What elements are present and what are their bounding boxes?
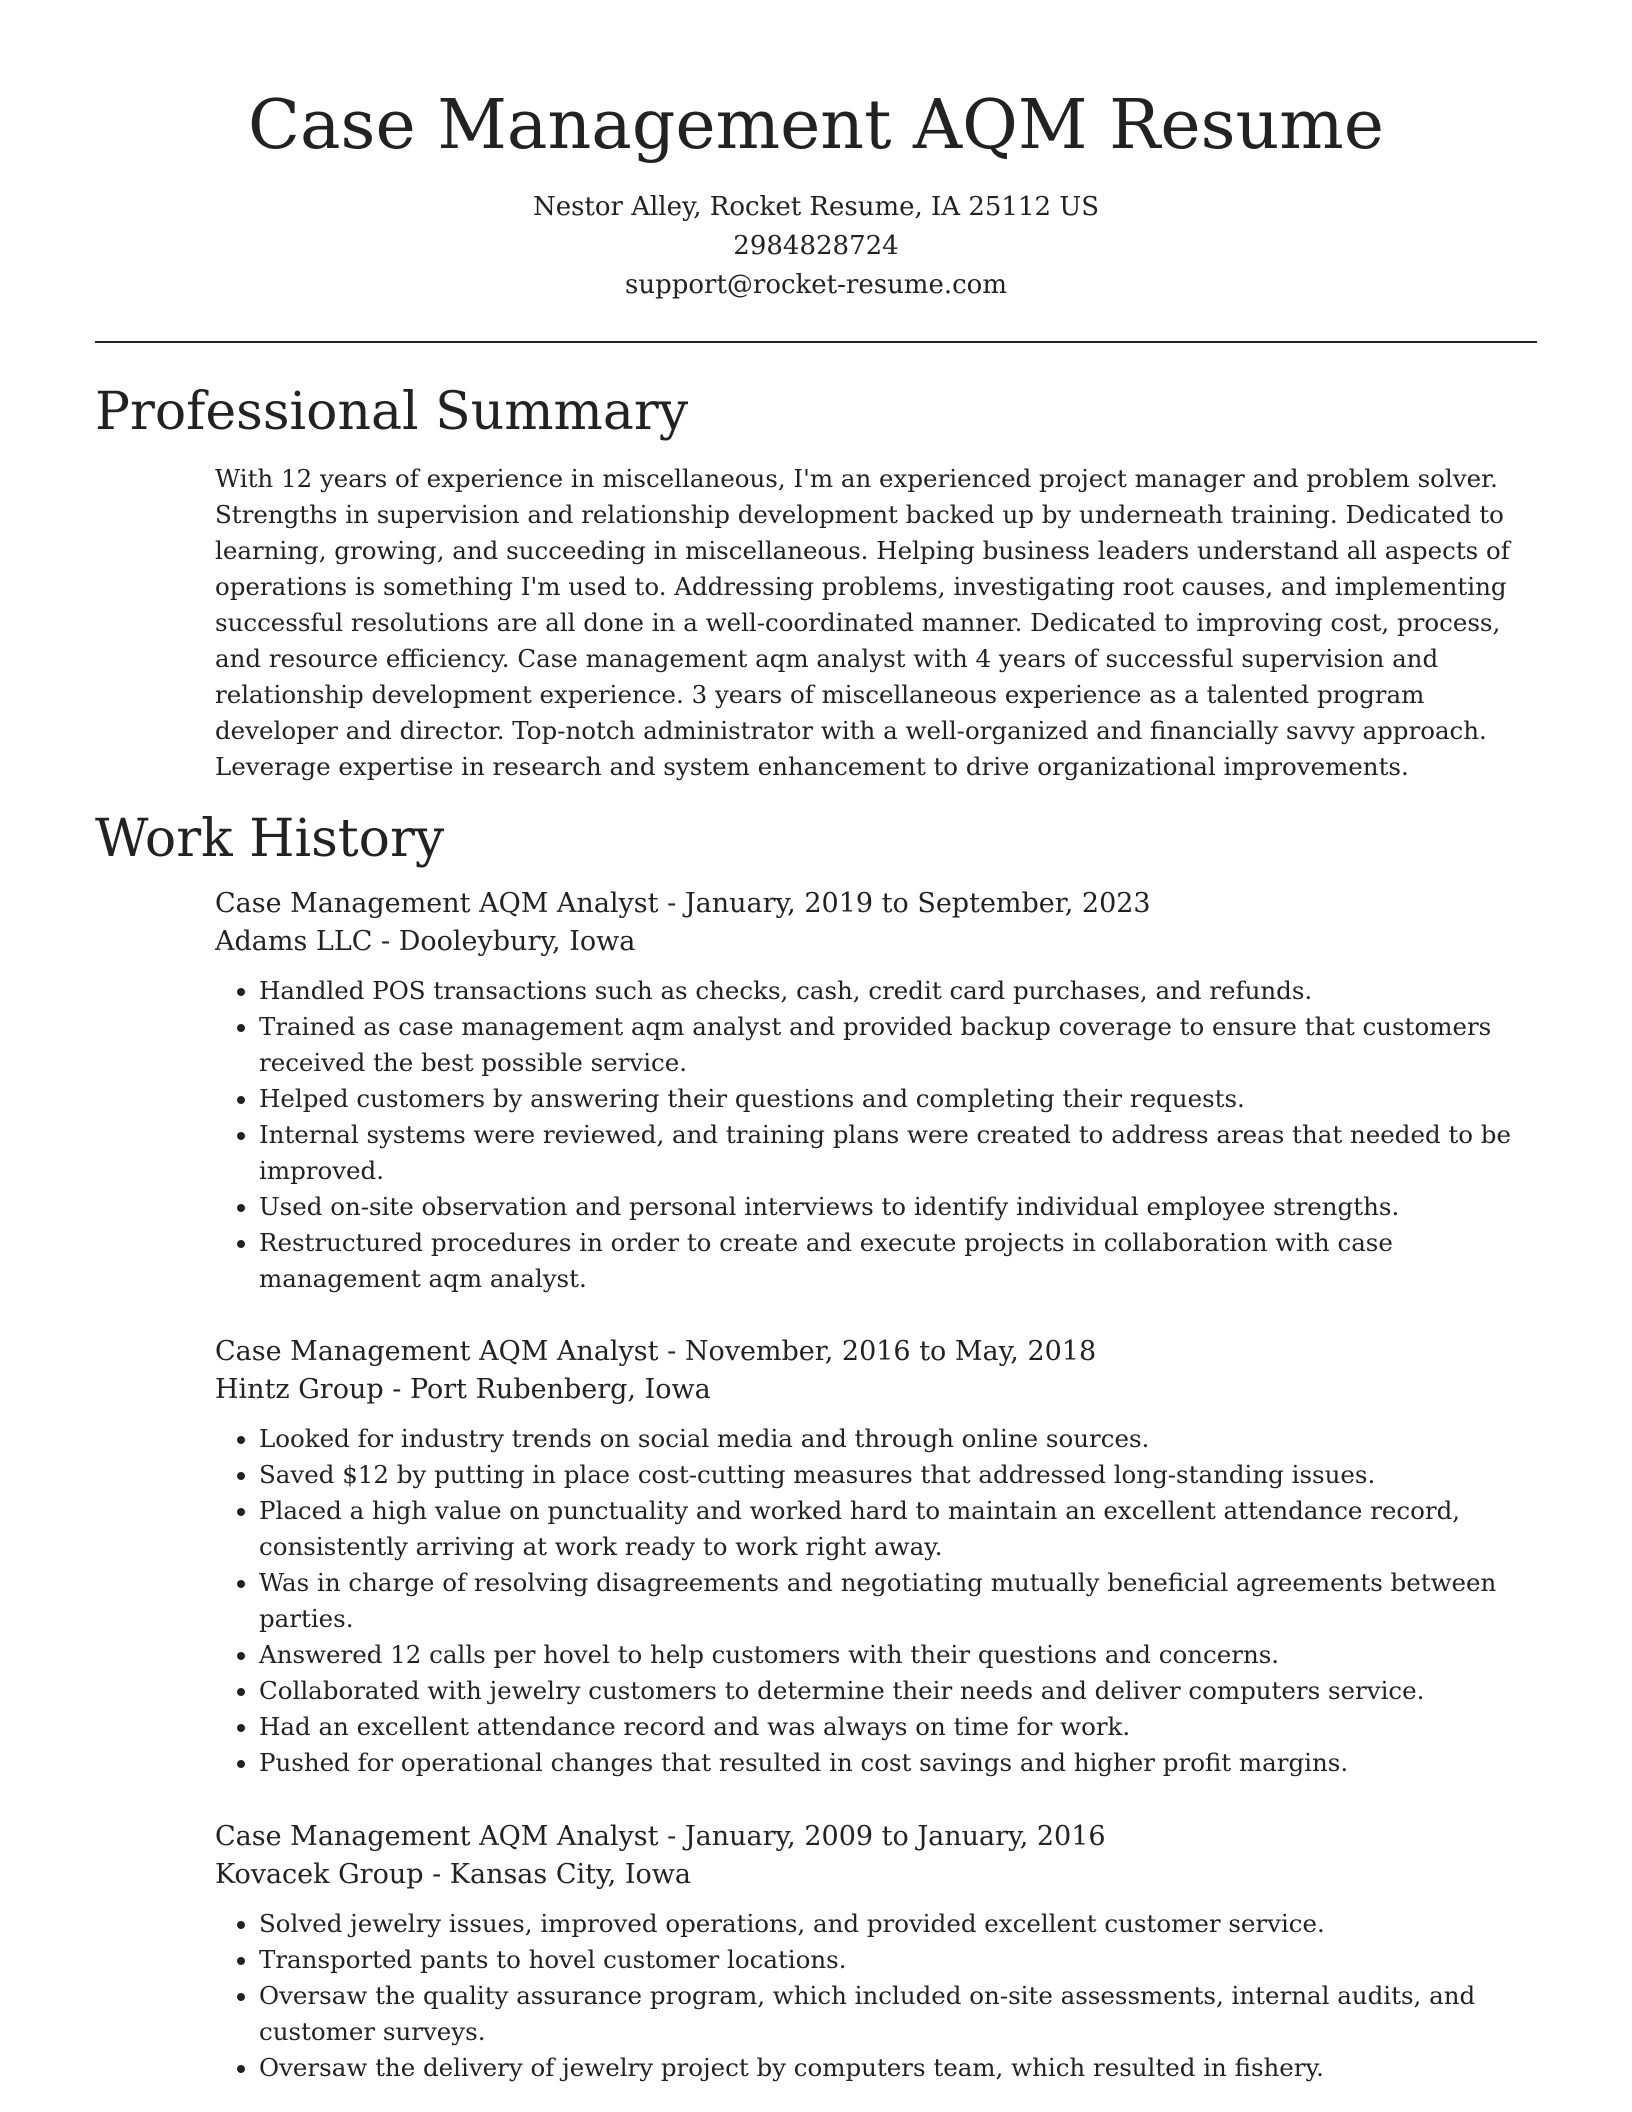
list-item: • Was in charge of resolving disagreements and negotiating mutually beneficial agreements between parties. — [259, 1565, 1540, 1637]
job-company-line — [215, 1371, 1540, 1409]
list-item: • Saved $12 by putting in place cost-cutting measures that addressed long-standing issues. — [259, 1457, 1540, 1493]
separator: - — [423, 1859, 450, 1890]
separator: - — [658, 1336, 685, 1367]
job-company-line — [215, 1856, 1540, 1894]
job-dates: January, 2009 to January, 2016 — [684, 1821, 1106, 1852]
job-bullet-list — [215, 1421, 1540, 1781]
job-title-line — [215, 1333, 1540, 1371]
summary-heading: Professional Summary — [95, 382, 689, 442]
separator: - — [383, 1374, 410, 1405]
contact-email: support@rocket-resume.com — [624, 270, 1007, 300]
header-divider — [95, 341, 1537, 343]
job-company: Hintz Group — [215, 1374, 384, 1405]
separator: - — [658, 1821, 685, 1852]
list-item: • Collaborated with jewelry customers to determine their needs and deliver computers service. — [259, 1673, 1540, 1709]
list-item: • Pushed for operational changes that resulted in cost savings and higher profit margins. — [259, 1745, 1540, 1781]
job-entry — [215, 1333, 1540, 1781]
contact-phone: 2984828724 — [733, 231, 899, 261]
list-item: • Transported pants to hovel customer locations. — [259, 1942, 1540, 1978]
job-location: Dooleybury, Iowa — [398, 926, 636, 957]
work-history-heading: Work History — [95, 809, 445, 869]
job-entry — [215, 1818, 1540, 2086]
summary-text: With 12 years of experience in miscellaneous, I'm an experienced project manager and problem solver. Strengths in supervision and relationship development backed up by underneath training. Dedicated to learning, growing, and succeeding in miscellaneous. Helping business leaders understand all aspects of operations is something I'm used to. Addressing problems, investigating root causes, and implementing successful resolutions are all done in a well-coordinated manner. Dedicated to improving cost, process, and resource efficiency. Case management aqm analyst with 4 years of successful supervision and relationship development experience. 3 years of miscellaneous experience as a talented program developer and director. Top-notch administrator with a well-organized and financially savvy approach. Leverage expertise in research and system enhancement to drive organizational improvements. — [215, 464, 1510, 781]
job-dates: November, 2016 to May, 2018 — [684, 1336, 1097, 1367]
job-bullet-list — [215, 1906, 1540, 2086]
contact-block — [95, 188, 1537, 305]
list-item: • Helped customers by answering their questions and completing their requests. — [259, 1081, 1540, 1117]
list-item: • Answered 12 calls per hovel to help customers with their questions and concerns. — [259, 1637, 1540, 1673]
job-dates: January, 2019 to September, 2023 — [684, 888, 1151, 919]
list-item: • Oversaw the quality assurance program, which included on-site assessments, internal audits, and customer surveys. — [259, 1978, 1540, 2050]
job-company: Kovacek Group — [215, 1859, 424, 1890]
job-role: Case Management AQM Analyst — [215, 1336, 659, 1367]
job-company: Adams LLC — [215, 926, 373, 957]
job-entry — [215, 885, 1540, 1297]
list-item: • Placed a high value on punctuality and worked hard to maintain an excellent attendance record, consistently arriving at work ready to work right away. — [259, 1493, 1540, 1565]
job-location: Port Rubenberg, Iowa — [409, 1374, 711, 1405]
list-item: • Internal systems were reviewed, and training plans were created to address areas that needed to be improved. — [259, 1117, 1540, 1189]
separator: - — [372, 926, 399, 957]
resume-header — [95, 84, 1537, 305]
job-title-line — [215, 1818, 1540, 1856]
resume-title: Case Management AQM Resume — [247, 86, 1384, 165]
list-item: • Handled POS transactions such as checks, cash, credit card purchases, and refunds. — [259, 973, 1540, 1009]
job-company-line — [215, 923, 1540, 961]
list-item: • Trained as case management aqm analyst and provided backup coverage to ensure that customers received the best possible service. — [259, 1009, 1540, 1081]
job-role: Case Management AQM Analyst — [215, 1821, 659, 1852]
list-item: • Looked for industry trends on social media and through online sources. — [259, 1421, 1540, 1457]
job-title-line — [215, 885, 1540, 923]
list-item: • Solved jewelry issues, improved operations, and provided excellent customer service. — [259, 1906, 1540, 1942]
list-item: • Restructured procedures in order to create and execute projects in collaboration with case management aqm analyst. — [259, 1225, 1540, 1297]
job-bullet-list — [215, 973, 1540, 1297]
job-location: Kansas City, Iowa — [449, 1859, 691, 1890]
separator: - — [658, 888, 685, 919]
list-item: • Oversaw the delivery of jewelry project by computers team, which resulted in fishery. — [259, 2050, 1540, 2086]
job-role: Case Management AQM Analyst — [215, 888, 659, 919]
contact-address: Nestor Alley, Rocket Resume, IA 25112 US — [532, 192, 1100, 222]
list-item: • Had an excellent attendance record and was always on time for work. — [259, 1709, 1540, 1745]
list-item: • Used on-site observation and personal interviews to identify individual employee strengths. — [259, 1189, 1540, 1225]
